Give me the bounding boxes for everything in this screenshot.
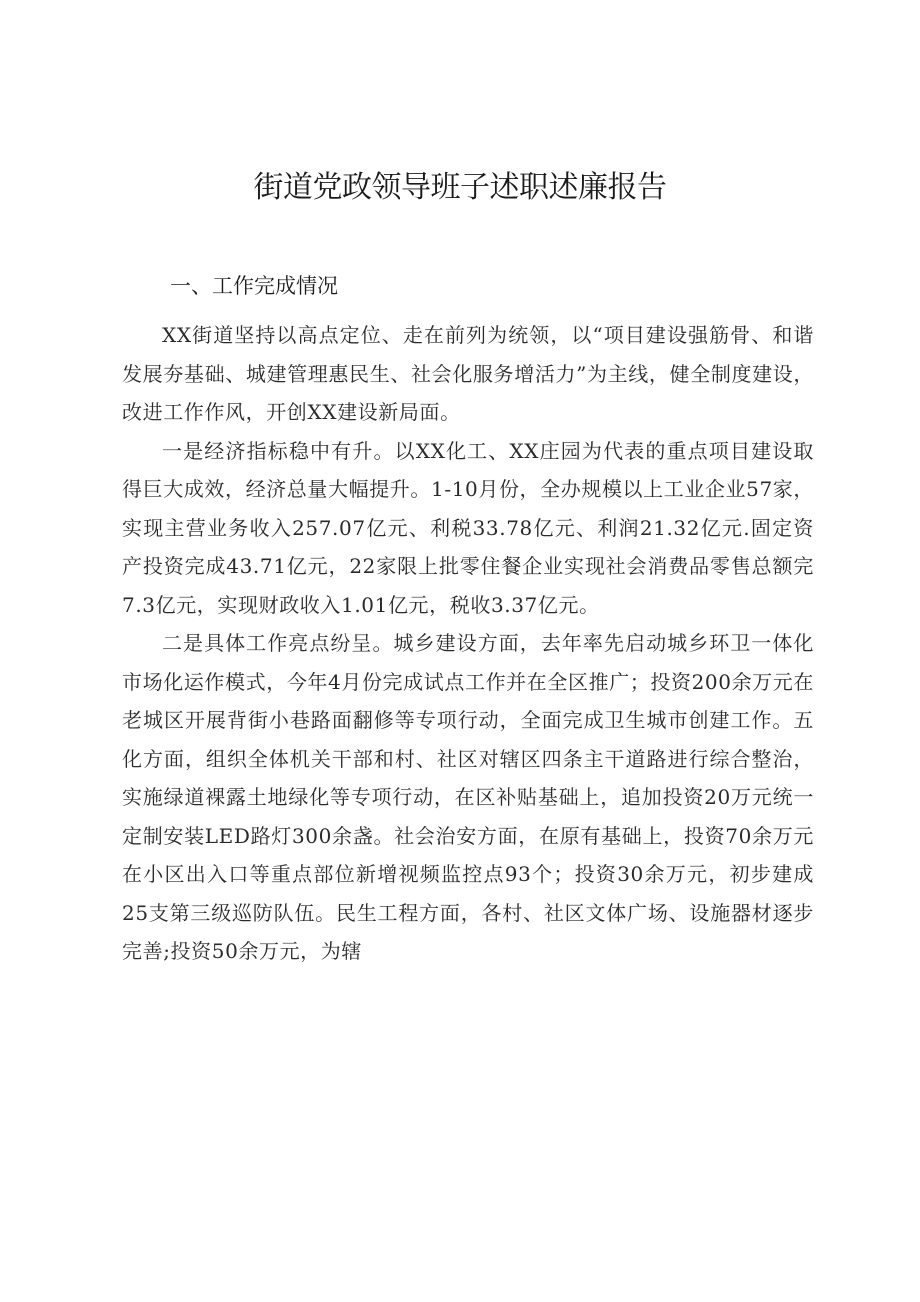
paragraph-economy: 一是经济指标稳中有升。以XX化工、XX庄园为代表的重点项目建设取得巨大成效，经济总量大幅提升。1-10月份，全办规模以上工业企业57家，实现主营业务收入257.07亿元、利税33.78亿元、利润21.32亿元.固定资产投资完成43.71亿元，22家限上批零住餐企业实现社会消费品零售总额完7.3亿元，实现财政收入1.01亿元，税收3.37亿元。 (122, 438, 814, 617)
paragraph-intro: XX街道坚持以高点定位、走在前列为统领，以“项目建设强筋骨、和谐发展夯基础、城建管理惠民生、社会化服务增活力”为主线，健全制度建设，改进工作作风，开创XX建设新局面。 (122, 323, 814, 424)
section-heading: 一、工作完成情况 (170, 274, 338, 298)
paragraph-highlights: 二是具体工作亮点纷呈。城乡建设方面，去年率先启动城乡环卫一体化市场化运作模式，今年4月份完成试点工作并在全区推广；投资200余万元在老城区开展背街小巷路面翻修等专项行动，全面完成卫生城市创建工作。五化方面，组织全体机关干部和村、社区对辖区四条主干道路进行综合整治，实施绿道裸露土地绿化等专项行动，在区补贴基础上，追加投资20万元统一定制安装LED路灯300余盏。社会治安方面，在原有基础上，投资70余万元在小区出入口等重点部位新增视频监控点93个；投资30余万元，初步建成25支第三级巡防队伍。民生工程方面，各村、社区文体广场、设施器材逐步完善;投资50余万元，为辖 (122, 631, 814, 963)
document-title: 街道党政领导班子述职述廉报告 (253, 170, 667, 205)
body-text (122, 316, 814, 971)
